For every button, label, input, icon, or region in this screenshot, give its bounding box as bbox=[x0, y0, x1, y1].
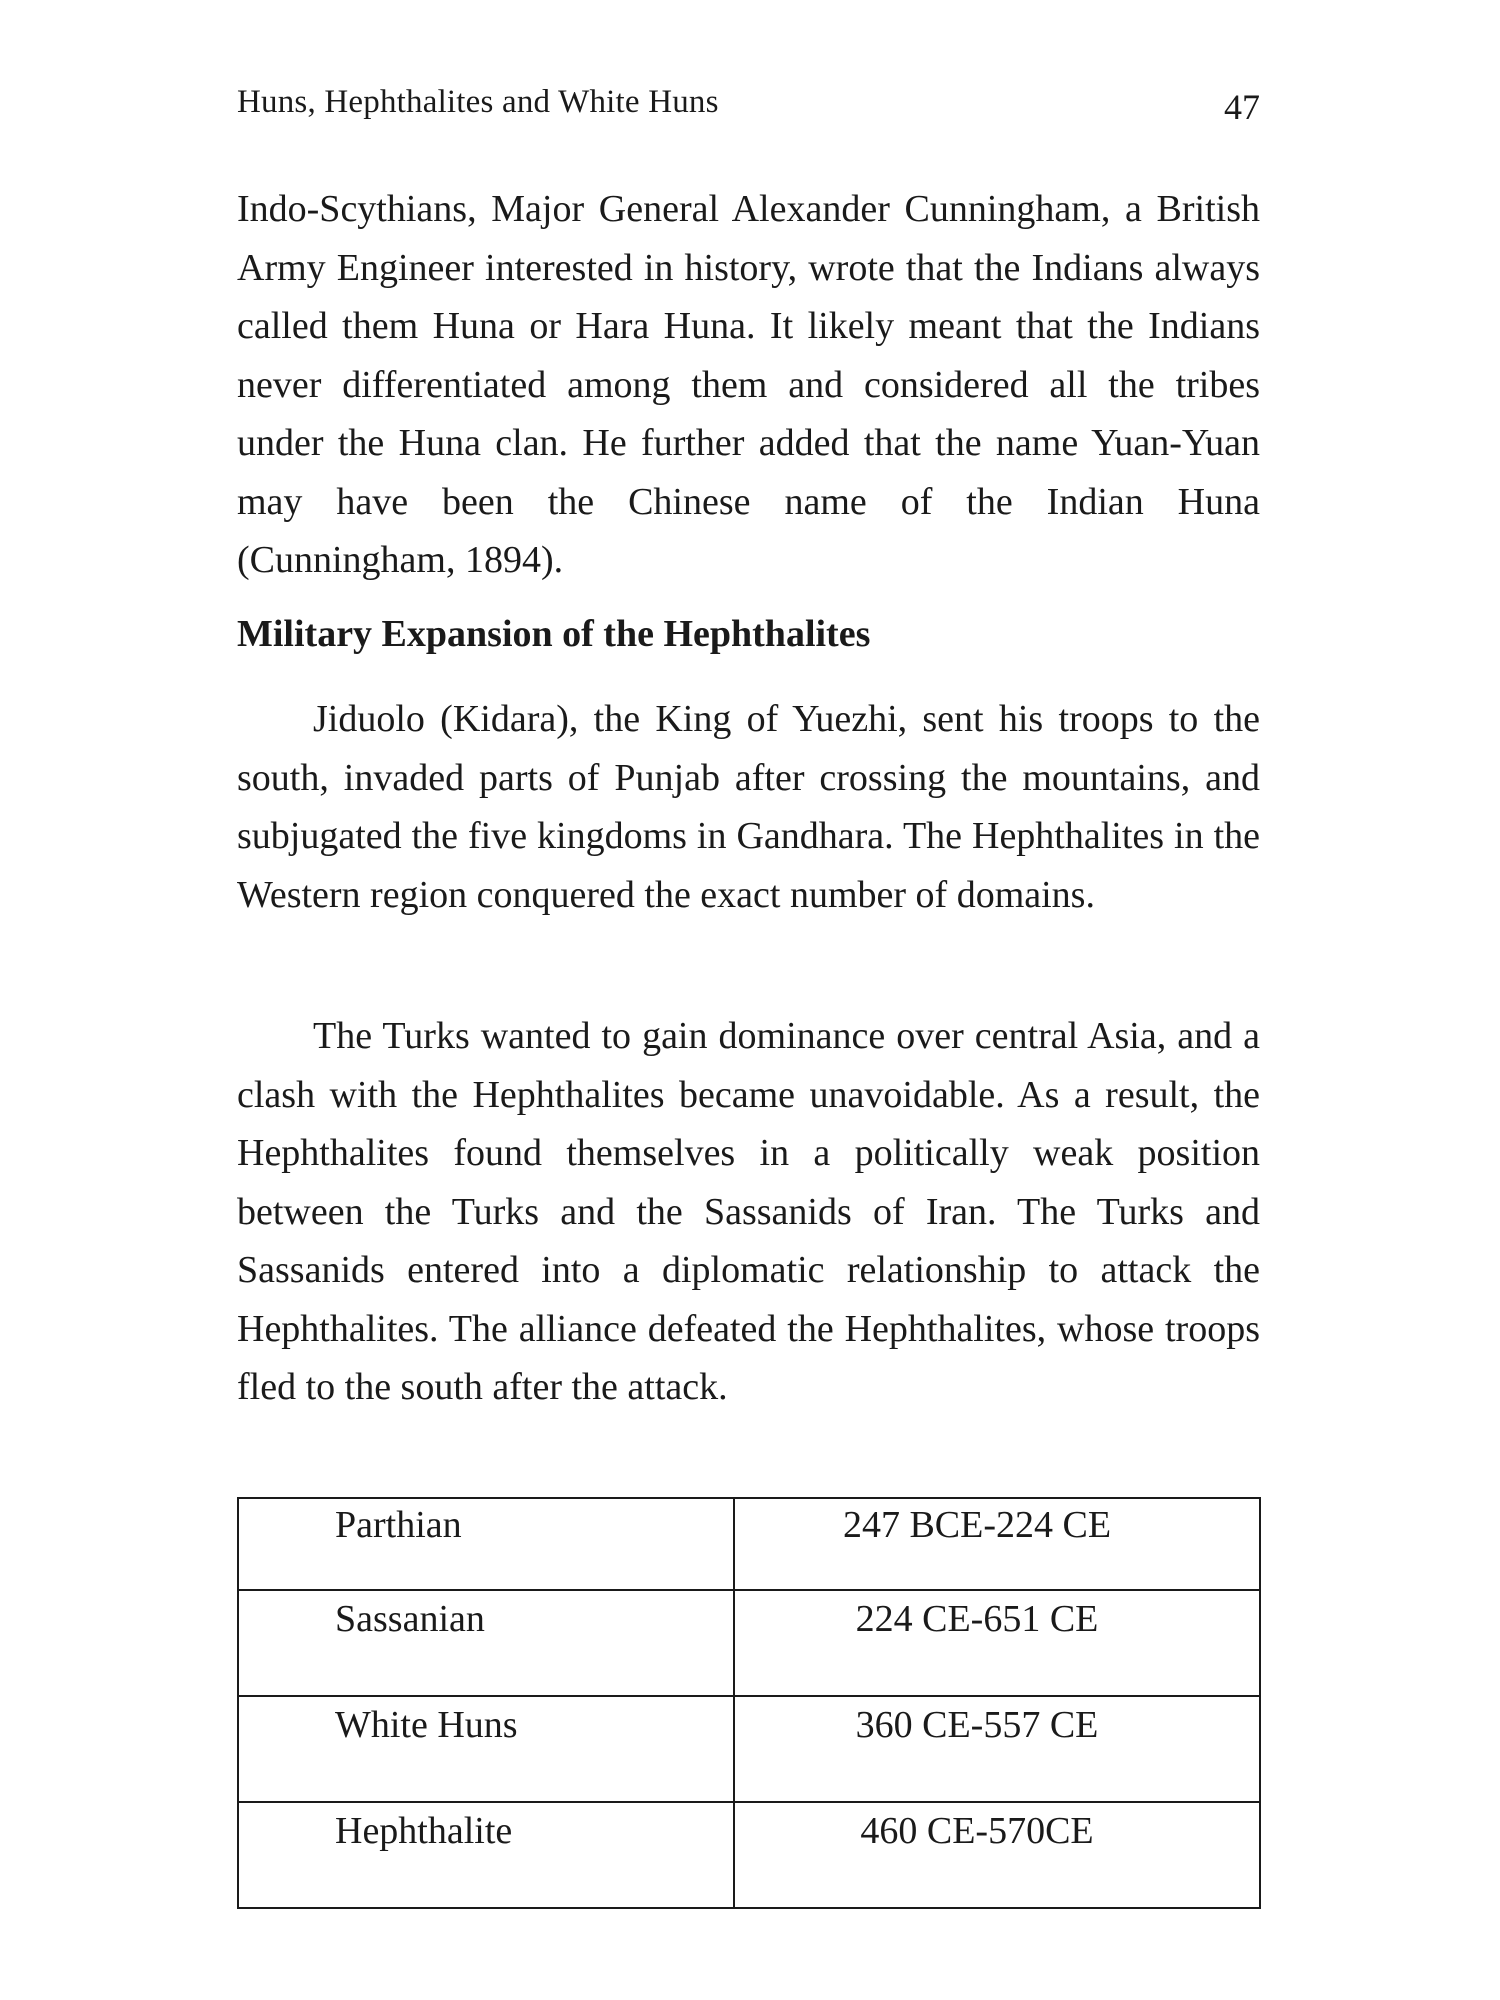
section-heading: Military Expansion of the Hephthalites bbox=[237, 613, 871, 655]
dynasty-dates-cell: 360 CE-557 CE bbox=[734, 1696, 1260, 1802]
dynasty-period-table bbox=[237, 1497, 1261, 1909]
dynasty-dates-cell: 247 BCE-224 CE bbox=[734, 1498, 1260, 1590]
table-row bbox=[238, 1498, 1260, 1590]
paragraph-jiduolo: Jiduolo (Kidara), the King of Yuezhi, sent his troops to the south, invaded parts of Punjab after crossing the mountains, and subjugated the five kingdoms in Gandhara. The Hephthalites in the Western region conquered the exact number of domains. bbox=[237, 698, 1260, 916]
dynasty-name-cell: Sassanian bbox=[238, 1590, 734, 1696]
dynasty-name-cell: Parthian bbox=[238, 1498, 734, 1590]
dynasty-dates-cell: 224 CE-651 CE bbox=[734, 1590, 1260, 1696]
table-row bbox=[238, 1696, 1260, 1802]
paragraph-cunningham: Indo-Scythians, Major General Alexander Cunningham, a British Army Engineer interested in history, wrote that the Indians always called them Huna or Hara Huna. It likely meant that the Indians never differentiated among them and considered all the tribes under the Huna clan. He further added that the name Yuan-Yuan may have been the Chinese name of the Indian Huna (Cunningham, 1894). bbox=[237, 188, 1260, 581]
table-row bbox=[238, 1590, 1260, 1696]
running-title: Huns, Hephthalites and White Huns bbox=[237, 84, 719, 120]
running-head bbox=[237, 78, 1260, 128]
table-row bbox=[238, 1802, 1260, 1908]
paragraph-turks: The Turks wanted to gain dominance over central Asia, and a clash with the Hephthalites became unavoidable. As a result, the Hephthalites found themselves in a politically weak position between the Turks and the Sassanids of Iran. The Turks and Sassanids entered into a diplomatic relationship to attack the Hephthalites. The alliance defeated the Hephthalites, whose troops fled to the south after the attack. bbox=[237, 1015, 1260, 1408]
dynasty-name-cell: Hephthalite bbox=[238, 1802, 734, 1908]
page-number: 47 bbox=[1224, 87, 1260, 127]
dynasty-dates-cell: 460 CE-570CE bbox=[734, 1802, 1260, 1908]
dynasty-name-cell: White Huns bbox=[238, 1696, 734, 1802]
